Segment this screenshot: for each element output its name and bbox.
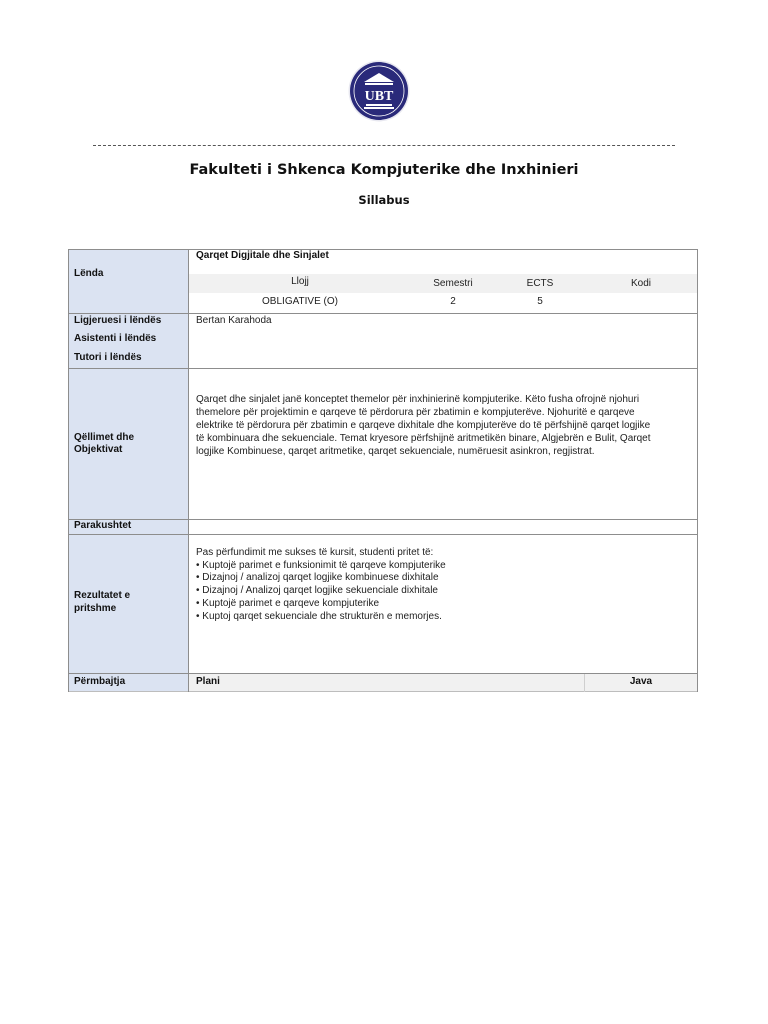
- plan-header: Plani: [196, 676, 220, 687]
- objectives-line: logjike Kombinuese, qarqet aritmetike, qarqet sekuenciale, numëruesit asinkron, regjistrat.: [196, 446, 595, 457]
- outcomes-label-line2: pritshme: [74, 603, 117, 614]
- header-divider: [93, 145, 675, 146]
- objectives-line: themelore për projektimin e qarqeve të përdorura për zbatimin e kompjuterëve. Njohuritë e qarqeve: [196, 407, 635, 418]
- logo-lettering: UBT: [364, 89, 394, 104]
- objectives-label-cell: [68, 368, 188, 519]
- document-title: Sillabus: [358, 193, 410, 207]
- semester-value: 2: [450, 296, 456, 307]
- col-code-header: Kodi: [630, 278, 651, 289]
- ubt-logo: [348, 60, 410, 122]
- course-label-cell: [68, 249, 188, 313]
- outcomes-text: [196, 547, 446, 623]
- ects-value: 5: [537, 296, 543, 307]
- course-name: Qarqet Digjitale dhe Sinjalet: [196, 250, 329, 261]
- course-label: Lënda: [74, 268, 104, 279]
- prerequisites-label-cell: [68, 519, 188, 534]
- prerequisites-label: Parakushtet: [74, 520, 132, 531]
- syllabus-table: [68, 249, 698, 692]
- outcome-item: • Kuptojë parimet e qarqeve kompjuterike: [196, 597, 380, 609]
- outcome-item: • Kuptojë parimet e funksionimit të qarqeve kompjuterike: [196, 559, 446, 571]
- lecturer-label: Ligjeruesi i lëndës: [74, 315, 162, 326]
- outcomes-label-cell: [68, 534, 188, 673]
- outcomes-intro: Pas përfundimit me sukses të kursit, studenti pritet të:: [196, 547, 434, 558]
- faculty-title: Fakulteti i Shkenca Kompjuterike dhe Inxhinieri: [189, 162, 579, 178]
- week-header: Java: [629, 676, 653, 687]
- assistant-label: Asistenti i lëndës: [74, 333, 157, 344]
- objectives-label-line1: Qëllimet dhe: [74, 432, 135, 443]
- objectives-line: Qarqet dhe sinjalet janë konceptet themelor për inxhinierinë kompjuterike. Këto fusha ofrojnë njohuri: [196, 394, 640, 405]
- tutor-label: Tutori i lëndës: [74, 352, 142, 363]
- staff-label-cell: [68, 313, 188, 368]
- outcome-item: • Dizajnoj / Analizoj qarqet logjike sekuenciale dixhitale: [196, 585, 438, 597]
- course-type-value: OBLIGATIVE (O): [262, 296, 338, 307]
- outcome-item: • Dizajnoj / analizoj qarqet logjike kombinuese dixhitale: [196, 572, 439, 584]
- objectives-line: elektrike të përdorura për zbatimin e qarqeve dixhitale dhe kompjuterëve do të përfshijnë qarqet logjike: [196, 420, 651, 431]
- outcome-item: • Kuptoj qarqet sekuenciale dhe strukturën e memorjes.: [196, 610, 442, 622]
- col-ects-header: ECTS: [526, 278, 554, 289]
- objectives-text: [196, 393, 651, 458]
- content-label-cell: [68, 673, 188, 692]
- col-type-header: Llojj: [291, 276, 309, 287]
- content-label: Përmbajtja: [74, 676, 126, 687]
- outcomes-label-line1: Rezultatet e: [74, 590, 131, 601]
- col-semester-header: Semestri: [433, 278, 473, 289]
- objectives-label-line2: Objektivat: [74, 444, 123, 455]
- lecturer-name: Bertan Karahoda: [196, 315, 272, 326]
- objectives-line: të kombinuara dhe sekuenciale. Temat kryesore përfshijnë aritmetikën binare, Algjebrën e Bulit, Qarqet: [196, 433, 651, 444]
